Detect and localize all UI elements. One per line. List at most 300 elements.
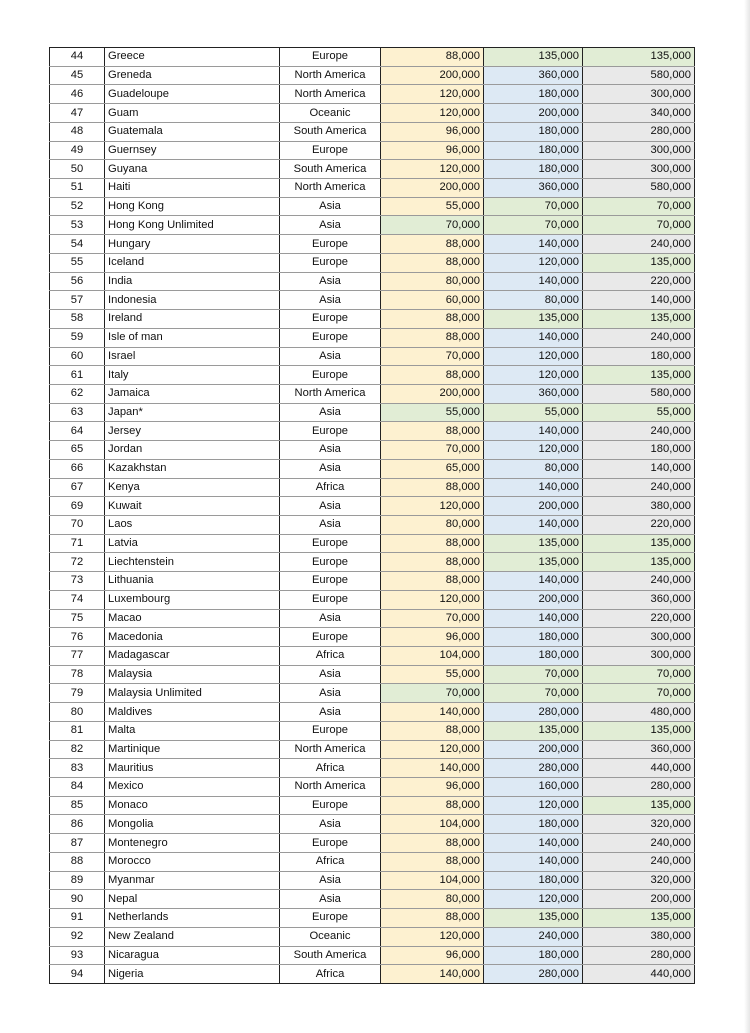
row-number-cell: 74: [50, 590, 105, 609]
value-2-cell: 140,000: [484, 328, 583, 347]
value-3-cell: 580,000: [583, 179, 695, 198]
country-cell: Jordan: [105, 441, 280, 460]
region-cell: Oceanic: [280, 927, 381, 946]
table-row: [50, 197, 695, 216]
table-row: [50, 497, 695, 516]
country-cell: Netherlands: [105, 909, 280, 928]
row-number-cell: 77: [50, 647, 105, 666]
region-cell: Asia: [280, 665, 381, 684]
value-1-cell: 200,000: [381, 66, 484, 85]
value-2-cell: 180,000: [484, 815, 583, 834]
value-1-cell: 140,000: [381, 759, 484, 778]
region-cell: Africa: [280, 965, 381, 984]
row-number-cell: 82: [50, 740, 105, 759]
row-number-cell: 80: [50, 703, 105, 722]
table-row: [50, 403, 695, 422]
value-3-cell: 240,000: [583, 852, 695, 871]
row-number-cell: 78: [50, 665, 105, 684]
value-3-cell: 320,000: [583, 871, 695, 890]
value-1-cell: 96,000: [381, 141, 484, 160]
value-1-cell: 140,000: [381, 965, 484, 984]
value-1-cell: 88,000: [381, 721, 484, 740]
value-1-cell: 55,000: [381, 665, 484, 684]
table-row: [50, 553, 695, 572]
value-2-cell: 280,000: [484, 759, 583, 778]
country-cell: Laos: [105, 515, 280, 534]
region-cell: Asia: [280, 815, 381, 834]
row-number-cell: 88: [50, 852, 105, 871]
region-cell: Asia: [280, 216, 381, 235]
value-1-cell: 88,000: [381, 253, 484, 272]
region-cell: South America: [280, 160, 381, 179]
table-row: [50, 104, 695, 123]
value-1-cell: 70,000: [381, 684, 484, 703]
value-3-cell: 240,000: [583, 422, 695, 441]
region-cell: Asia: [280, 441, 381, 460]
value-2-cell: 70,000: [484, 197, 583, 216]
value-3-cell: 220,000: [583, 272, 695, 291]
region-cell: Asia: [280, 459, 381, 478]
table-row: [50, 459, 695, 478]
value-1-cell: 120,000: [381, 927, 484, 946]
value-3-cell: 300,000: [583, 160, 695, 179]
region-cell: Europe: [280, 628, 381, 647]
value-3-cell: 70,000: [583, 197, 695, 216]
region-cell: North America: [280, 778, 381, 797]
value-1-cell: 120,000: [381, 497, 484, 516]
country-cell: Lithuania: [105, 572, 280, 591]
region-cell: Europe: [280, 141, 381, 160]
country-cell: Liechtenstein: [105, 553, 280, 572]
value-3-cell: 480,000: [583, 703, 695, 722]
region-cell: Africa: [280, 478, 381, 497]
table-row: [50, 272, 695, 291]
country-cell: Guam: [105, 104, 280, 123]
value-2-cell: 360,000: [484, 384, 583, 403]
row-number-cell: 87: [50, 834, 105, 853]
country-cell: Hungary: [105, 235, 280, 254]
table-row: [50, 141, 695, 160]
value-1-cell: 120,000: [381, 590, 484, 609]
country-cell: Mongolia: [105, 815, 280, 834]
value-3-cell: 360,000: [583, 590, 695, 609]
table-row: [50, 235, 695, 254]
table-row: [50, 515, 695, 534]
value-1-cell: 70,000: [381, 609, 484, 628]
row-number-cell: 44: [50, 48, 105, 67]
country-cell: Luxembourg: [105, 590, 280, 609]
table-row: [50, 965, 695, 984]
value-1-cell: 60,000: [381, 291, 484, 310]
table-row: [50, 647, 695, 666]
value-1-cell: 104,000: [381, 871, 484, 890]
value-3-cell: 300,000: [583, 141, 695, 160]
value-2-cell: 180,000: [484, 122, 583, 141]
value-1-cell: 55,000: [381, 403, 484, 422]
value-3-cell: 135,000: [583, 909, 695, 928]
value-1-cell: 88,000: [381, 235, 484, 254]
region-cell: Europe: [280, 366, 381, 385]
value-3-cell: 135,000: [583, 534, 695, 553]
table-row: [50, 890, 695, 909]
value-2-cell: 55,000: [484, 403, 583, 422]
region-cell: Africa: [280, 759, 381, 778]
value-3-cell: 360,000: [583, 740, 695, 759]
table-row: [50, 310, 695, 329]
value-1-cell: 65,000: [381, 459, 484, 478]
row-number-cell: 72: [50, 553, 105, 572]
region-cell: Europe: [280, 534, 381, 553]
row-number-cell: 89: [50, 871, 105, 890]
row-number-cell: 65: [50, 441, 105, 460]
value-1-cell: 88,000: [381, 909, 484, 928]
value-2-cell: 140,000: [484, 609, 583, 628]
country-cell: Mexico: [105, 778, 280, 797]
row-number-cell: 91: [50, 909, 105, 928]
country-cell: Isle of man: [105, 328, 280, 347]
table-row: [50, 834, 695, 853]
value-3-cell: 580,000: [583, 384, 695, 403]
region-cell: North America: [280, 740, 381, 759]
row-number-cell: 75: [50, 609, 105, 628]
value-1-cell: 88,000: [381, 422, 484, 441]
table-row: [50, 478, 695, 497]
row-number-cell: 69: [50, 497, 105, 516]
row-number-cell: 86: [50, 815, 105, 834]
table-row: [50, 160, 695, 179]
row-number-cell: 48: [50, 122, 105, 141]
country-cell: Japan*: [105, 403, 280, 422]
value-2-cell: 80,000: [484, 291, 583, 310]
value-3-cell: 240,000: [583, 572, 695, 591]
row-number-cell: 49: [50, 141, 105, 160]
page-edge-shadow: [744, 0, 750, 1033]
value-1-cell: 88,000: [381, 852, 484, 871]
table-row: [50, 759, 695, 778]
value-3-cell: 180,000: [583, 441, 695, 460]
table-row: [50, 927, 695, 946]
value-1-cell: 120,000: [381, 160, 484, 179]
region-cell: Asia: [280, 871, 381, 890]
table-row: [50, 590, 695, 609]
value-3-cell: 240,000: [583, 328, 695, 347]
row-number-cell: 52: [50, 197, 105, 216]
row-number-cell: 51: [50, 179, 105, 198]
region-cell: Europe: [280, 422, 381, 441]
country-cell: Guernsey: [105, 141, 280, 160]
table-row: [50, 703, 695, 722]
country-cell: Jersey: [105, 422, 280, 441]
country-cell: India: [105, 272, 280, 291]
table-row: [50, 609, 695, 628]
value-2-cell: 120,000: [484, 890, 583, 909]
row-number-cell: 61: [50, 366, 105, 385]
table-row: [50, 946, 695, 965]
row-number-cell: 56: [50, 272, 105, 291]
value-3-cell: 280,000: [583, 778, 695, 797]
row-number-cell: 85: [50, 796, 105, 815]
region-cell: South America: [280, 946, 381, 965]
value-2-cell: 280,000: [484, 703, 583, 722]
row-number-cell: 60: [50, 347, 105, 366]
region-cell: Europe: [280, 253, 381, 272]
table-row: [50, 366, 695, 385]
row-number-cell: 90: [50, 890, 105, 909]
country-cell: Madagascar: [105, 647, 280, 666]
value-1-cell: 104,000: [381, 815, 484, 834]
region-cell: Asia: [280, 197, 381, 216]
country-cell: New Zealand: [105, 927, 280, 946]
value-3-cell: 240,000: [583, 478, 695, 497]
row-number-cell: 83: [50, 759, 105, 778]
region-cell: Europe: [280, 48, 381, 67]
value-2-cell: 120,000: [484, 366, 583, 385]
row-number-cell: 84: [50, 778, 105, 797]
country-cell: Maldives: [105, 703, 280, 722]
value-2-cell: 200,000: [484, 740, 583, 759]
value-3-cell: 70,000: [583, 216, 695, 235]
region-cell: Asia: [280, 684, 381, 703]
country-cell: Indonesia: [105, 291, 280, 310]
value-3-cell: 280,000: [583, 122, 695, 141]
table-row: [50, 384, 695, 403]
table-row: [50, 422, 695, 441]
region-cell: Asia: [280, 703, 381, 722]
value-1-cell: 96,000: [381, 778, 484, 797]
row-number-cell: 50: [50, 160, 105, 179]
table-row: [50, 253, 695, 272]
country-cell: Jamaica: [105, 384, 280, 403]
region-cell: Europe: [280, 310, 381, 329]
value-2-cell: 200,000: [484, 497, 583, 516]
country-cell: Guadeloupe: [105, 85, 280, 104]
country-cell: Morocco: [105, 852, 280, 871]
country-cell: Martinique: [105, 740, 280, 759]
value-3-cell: 340,000: [583, 104, 695, 123]
region-cell: North America: [280, 66, 381, 85]
region-cell: Africa: [280, 852, 381, 871]
value-2-cell: 70,000: [484, 684, 583, 703]
value-1-cell: 80,000: [381, 515, 484, 534]
value-3-cell: 70,000: [583, 684, 695, 703]
table-row: [50, 684, 695, 703]
row-number-cell: 45: [50, 66, 105, 85]
row-number-cell: 94: [50, 965, 105, 984]
table-row: [50, 721, 695, 740]
value-3-cell: 300,000: [583, 647, 695, 666]
row-number-cell: 64: [50, 422, 105, 441]
value-1-cell: 200,000: [381, 179, 484, 198]
value-2-cell: 200,000: [484, 590, 583, 609]
row-number-cell: 54: [50, 235, 105, 254]
region-cell: Europe: [280, 721, 381, 740]
value-1-cell: 200,000: [381, 384, 484, 403]
value-1-cell: 120,000: [381, 104, 484, 123]
value-2-cell: 140,000: [484, 852, 583, 871]
value-3-cell: 140,000: [583, 459, 695, 478]
value-3-cell: 180,000: [583, 347, 695, 366]
value-2-cell: 120,000: [484, 347, 583, 366]
value-1-cell: 88,000: [381, 310, 484, 329]
value-2-cell: 180,000: [484, 141, 583, 160]
country-cell: Haiti: [105, 179, 280, 198]
value-2-cell: 360,000: [484, 66, 583, 85]
row-number-cell: 93: [50, 946, 105, 965]
value-3-cell: 440,000: [583, 965, 695, 984]
value-2-cell: 180,000: [484, 871, 583, 890]
region-cell: Europe: [280, 909, 381, 928]
row-number-cell: 76: [50, 628, 105, 647]
value-3-cell: 135,000: [583, 796, 695, 815]
value-1-cell: 88,000: [381, 796, 484, 815]
country-cell: Greece: [105, 48, 280, 67]
country-cell: Nicaragua: [105, 946, 280, 965]
table-row: [50, 665, 695, 684]
region-cell: Asia: [280, 291, 381, 310]
value-1-cell: 80,000: [381, 890, 484, 909]
value-2-cell: 140,000: [484, 834, 583, 853]
country-cell: Nepal: [105, 890, 280, 909]
row-number-cell: 57: [50, 291, 105, 310]
country-cell: Kuwait: [105, 497, 280, 516]
country-cell: Iceland: [105, 253, 280, 272]
value-3-cell: 320,000: [583, 815, 695, 834]
value-2-cell: 135,000: [484, 909, 583, 928]
value-3-cell: 200,000: [583, 890, 695, 909]
value-1-cell: 88,000: [381, 534, 484, 553]
value-2-cell: 180,000: [484, 628, 583, 647]
value-1-cell: 96,000: [381, 122, 484, 141]
table-row: [50, 534, 695, 553]
row-number-cell: 66: [50, 459, 105, 478]
value-2-cell: 140,000: [484, 572, 583, 591]
country-cell: Kenya: [105, 478, 280, 497]
table-row: [50, 852, 695, 871]
value-1-cell: 120,000: [381, 85, 484, 104]
value-1-cell: 88,000: [381, 572, 484, 591]
row-number-cell: 62: [50, 384, 105, 403]
region-cell: North America: [280, 384, 381, 403]
table-row: [50, 572, 695, 591]
value-1-cell: 120,000: [381, 740, 484, 759]
row-number-cell: 53: [50, 216, 105, 235]
value-2-cell: 280,000: [484, 965, 583, 984]
value-2-cell: 135,000: [484, 310, 583, 329]
value-3-cell: 135,000: [583, 366, 695, 385]
region-cell: Asia: [280, 497, 381, 516]
value-2-cell: 120,000: [484, 253, 583, 272]
country-cell: Myanmar: [105, 871, 280, 890]
value-1-cell: 88,000: [381, 48, 484, 67]
value-3-cell: 300,000: [583, 85, 695, 104]
table-row: [50, 871, 695, 890]
value-2-cell: 180,000: [484, 160, 583, 179]
value-3-cell: 380,000: [583, 497, 695, 516]
country-cell: Guyana: [105, 160, 280, 179]
region-cell: Europe: [280, 235, 381, 254]
table-row: [50, 179, 695, 198]
region-cell: Asia: [280, 515, 381, 534]
region-cell: Oceanic: [280, 104, 381, 123]
table-row: [50, 66, 695, 85]
country-cell: Hong Kong Unlimited: [105, 216, 280, 235]
country-cell: Malta: [105, 721, 280, 740]
value-3-cell: 70,000: [583, 665, 695, 684]
country-cell: Monaco: [105, 796, 280, 815]
value-1-cell: 70,000: [381, 216, 484, 235]
value-3-cell: 240,000: [583, 235, 695, 254]
region-cell: Europe: [280, 796, 381, 815]
table-row: [50, 122, 695, 141]
country-cell: Greneda: [105, 66, 280, 85]
value-1-cell: 88,000: [381, 328, 484, 347]
country-cell: Nigeria: [105, 965, 280, 984]
value-3-cell: 300,000: [583, 628, 695, 647]
row-number-cell: 63: [50, 403, 105, 422]
value-1-cell: 96,000: [381, 946, 484, 965]
value-2-cell: 140,000: [484, 478, 583, 497]
value-3-cell: 55,000: [583, 403, 695, 422]
table-row: [50, 216, 695, 235]
region-cell: Europe: [280, 572, 381, 591]
table-row: [50, 628, 695, 647]
row-number-cell: 70: [50, 515, 105, 534]
value-2-cell: 135,000: [484, 48, 583, 67]
table-body: [50, 48, 695, 984]
table-row: [50, 796, 695, 815]
row-number-cell: 92: [50, 927, 105, 946]
table-row: [50, 85, 695, 104]
value-2-cell: 70,000: [484, 216, 583, 235]
value-2-cell: 135,000: [484, 553, 583, 572]
region-cell: Asia: [280, 347, 381, 366]
value-2-cell: 160,000: [484, 778, 583, 797]
value-1-cell: 88,000: [381, 366, 484, 385]
value-2-cell: 180,000: [484, 946, 583, 965]
region-cell: Africa: [280, 647, 381, 666]
value-3-cell: 240,000: [583, 834, 695, 853]
region-cell: Europe: [280, 328, 381, 347]
row-number-cell: 81: [50, 721, 105, 740]
country-rate-table: [49, 47, 695, 984]
country-cell: Israel: [105, 347, 280, 366]
region-cell: Europe: [280, 553, 381, 572]
value-2-cell: 140,000: [484, 515, 583, 534]
country-cell: Malaysia: [105, 665, 280, 684]
value-2-cell: 180,000: [484, 647, 583, 666]
country-cell: Kazakhstan: [105, 459, 280, 478]
value-3-cell: 140,000: [583, 291, 695, 310]
value-2-cell: 140,000: [484, 272, 583, 291]
country-cell: Macao: [105, 609, 280, 628]
value-3-cell: 220,000: [583, 609, 695, 628]
value-1-cell: 70,000: [381, 441, 484, 460]
region-cell: Asia: [280, 272, 381, 291]
row-number-cell: 46: [50, 85, 105, 104]
row-number-cell: 55: [50, 253, 105, 272]
value-2-cell: 135,000: [484, 534, 583, 553]
value-1-cell: 80,000: [381, 272, 484, 291]
region-cell: South America: [280, 122, 381, 141]
value-2-cell: 80,000: [484, 459, 583, 478]
value-3-cell: 280,000: [583, 946, 695, 965]
table-row: [50, 291, 695, 310]
value-2-cell: 140,000: [484, 235, 583, 254]
value-1-cell: 96,000: [381, 628, 484, 647]
country-cell: Latvia: [105, 534, 280, 553]
value-3-cell: 580,000: [583, 66, 695, 85]
value-3-cell: 440,000: [583, 759, 695, 778]
